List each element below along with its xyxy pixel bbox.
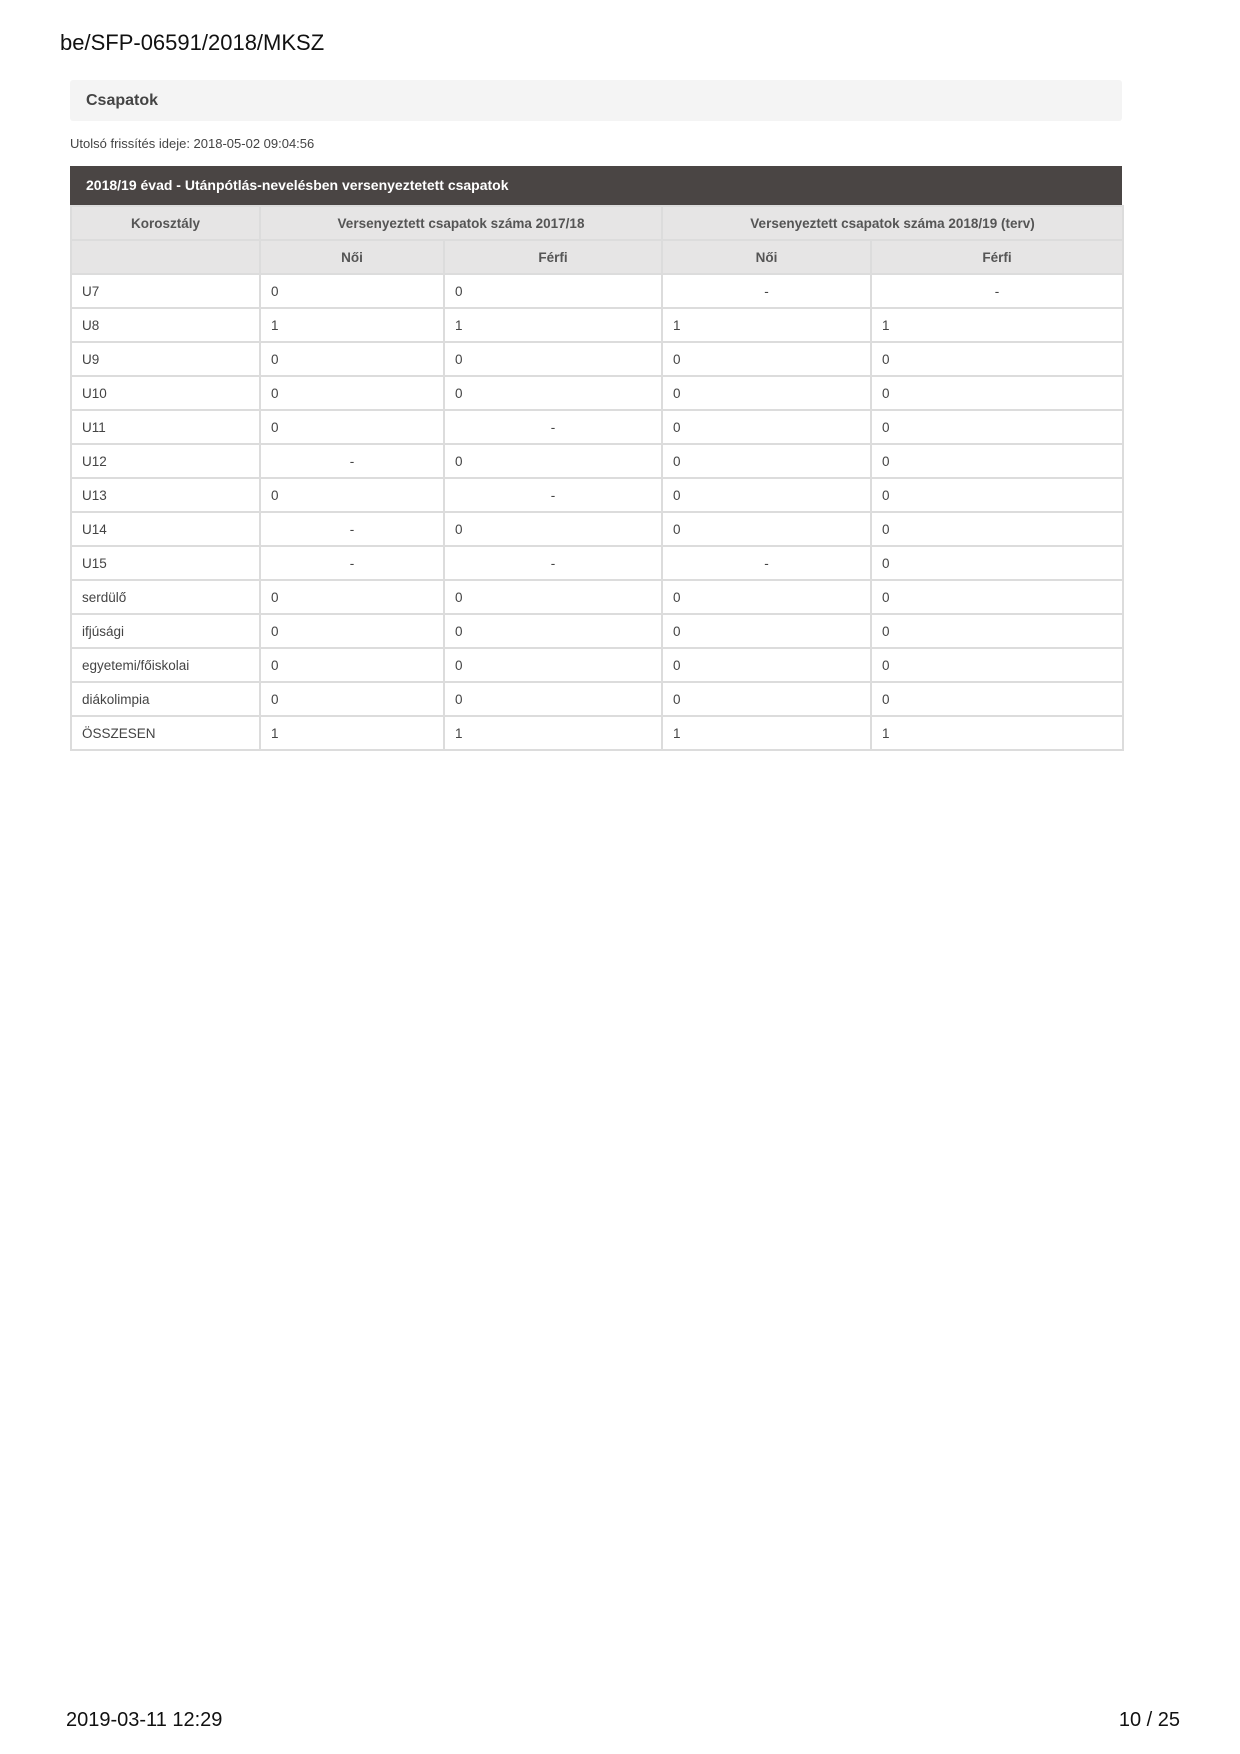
table-cell: 0 xyxy=(260,410,444,444)
table-cell: 1 xyxy=(871,308,1123,342)
table-cell: 0 xyxy=(871,512,1123,546)
table-cell: 0 xyxy=(444,342,662,376)
table-row xyxy=(71,478,1123,512)
row-label: ifjúsági xyxy=(71,614,260,648)
table-cell: 0 xyxy=(444,580,662,614)
row-label: diákolimpia xyxy=(71,682,260,716)
table-cell: 0 xyxy=(662,580,871,614)
table-row xyxy=(71,444,1123,478)
table-cell: 1 xyxy=(662,716,871,750)
header-row-sub xyxy=(71,240,1123,274)
table-cell: 1 xyxy=(260,716,444,750)
table-cell: 1 xyxy=(662,308,871,342)
table-cell: 0 xyxy=(871,648,1123,682)
table-cell: 0 xyxy=(444,444,662,478)
table-cell: 0 xyxy=(444,376,662,410)
table-title: 2018/19 évad - Utánpótlás-nevelésben versenyeztetett csapatok xyxy=(70,166,1122,205)
table-cell: 0 xyxy=(871,342,1123,376)
table-cell: 0 xyxy=(871,682,1123,716)
header-sub-noi-2017: Női xyxy=(260,240,444,274)
table-row xyxy=(71,308,1123,342)
table-cell: - xyxy=(260,546,444,580)
table-cell: 0 xyxy=(662,512,871,546)
table-row xyxy=(71,376,1123,410)
row-label: U8 xyxy=(71,308,260,342)
table-row xyxy=(71,342,1123,376)
table-cell: 0 xyxy=(871,546,1123,580)
table-cell: 1 xyxy=(444,716,662,750)
table-cell: 0 xyxy=(444,274,662,308)
table-cell: 0 xyxy=(444,512,662,546)
row-label: U10 xyxy=(71,376,260,410)
row-label: U11 xyxy=(71,410,260,444)
header-sub-ferfi-2017: Férfi xyxy=(444,240,662,274)
table-cell: 0 xyxy=(260,580,444,614)
table-cell: 0 xyxy=(260,478,444,512)
table-cell: - xyxy=(444,546,662,580)
table-cell: 0 xyxy=(871,410,1123,444)
table-cell: - xyxy=(260,444,444,478)
table-cell: - xyxy=(662,546,871,580)
row-label: serdülő xyxy=(71,580,260,614)
table-cell: 0 xyxy=(662,648,871,682)
table-cell: 0 xyxy=(662,478,871,512)
table-cell: - xyxy=(871,274,1123,308)
table-cell: 0 xyxy=(260,648,444,682)
table-cell: 0 xyxy=(871,580,1123,614)
table-cell: 0 xyxy=(260,274,444,308)
last-update-text: Utolsó frissítés ideje: 2018-05-02 09:04:56 xyxy=(70,136,315,151)
table-cell: 0 xyxy=(662,342,871,376)
table-row xyxy=(71,274,1123,308)
teams-table-container xyxy=(70,166,1122,751)
table-cell: 0 xyxy=(871,376,1123,410)
table-cell: 0 xyxy=(662,410,871,444)
header-sub-ferfi-2018: Férfi xyxy=(871,240,1123,274)
section-header: Csapatok xyxy=(70,80,1122,121)
table-row xyxy=(71,682,1123,716)
table-row xyxy=(71,648,1123,682)
table-cell: 0 xyxy=(871,614,1123,648)
table-row xyxy=(71,614,1123,648)
table-cell: 0 xyxy=(662,614,871,648)
table-cell: - xyxy=(662,274,871,308)
row-label: U9 xyxy=(71,342,260,376)
table-cell: 0 xyxy=(444,614,662,648)
table-row xyxy=(71,580,1123,614)
table-cell: 1 xyxy=(871,716,1123,750)
table-cell: - xyxy=(260,512,444,546)
row-label: U15 xyxy=(71,546,260,580)
table-row xyxy=(71,546,1123,580)
table-cell: 0 xyxy=(444,682,662,716)
table-cell: - xyxy=(444,478,662,512)
table-cell: 0 xyxy=(260,614,444,648)
row-label: ÖSSZESEN xyxy=(71,716,260,750)
table-cell: 0 xyxy=(871,478,1123,512)
table-row xyxy=(71,410,1123,444)
table-cell: 0 xyxy=(260,342,444,376)
header-row-main xyxy=(71,206,1123,240)
table-body xyxy=(71,274,1123,750)
row-label: U14 xyxy=(71,512,260,546)
footer-date: 2019-03-11 12:29 xyxy=(66,1709,223,1731)
header-empty-cell xyxy=(71,240,260,274)
table-cell: 1 xyxy=(260,308,444,342)
table-cell: 0 xyxy=(662,444,871,478)
row-label: U12 xyxy=(71,444,260,478)
table-cell: - xyxy=(444,410,662,444)
row-label: U13 xyxy=(71,478,260,512)
table-row xyxy=(71,716,1123,750)
table-row xyxy=(71,512,1123,546)
row-label: U7 xyxy=(71,274,260,308)
header-age-group: Korosztály xyxy=(71,206,260,240)
table-cell: 1 xyxy=(444,308,662,342)
table-cell: 0 xyxy=(260,682,444,716)
teams-table xyxy=(70,205,1124,751)
table-cell: 0 xyxy=(444,648,662,682)
footer-page-number: 10 / 25 xyxy=(1118,1709,1180,1731)
document-id: be/SFP-06591/2018/MKSZ xyxy=(60,30,325,55)
table-cell: 0 xyxy=(871,444,1123,478)
table-cell: 0 xyxy=(662,376,871,410)
table-cell: 0 xyxy=(662,682,871,716)
row-label: egyetemi/főiskolai xyxy=(71,648,260,682)
table-cell: 0 xyxy=(260,376,444,410)
header-sub-noi-2018: Női xyxy=(662,240,871,274)
header-group-2017-18: Versenyeztett csapatok száma 2017/18 xyxy=(260,206,662,240)
header-group-2018-19: Versenyeztett csapatok száma 2018/19 (terv) xyxy=(662,206,1123,240)
